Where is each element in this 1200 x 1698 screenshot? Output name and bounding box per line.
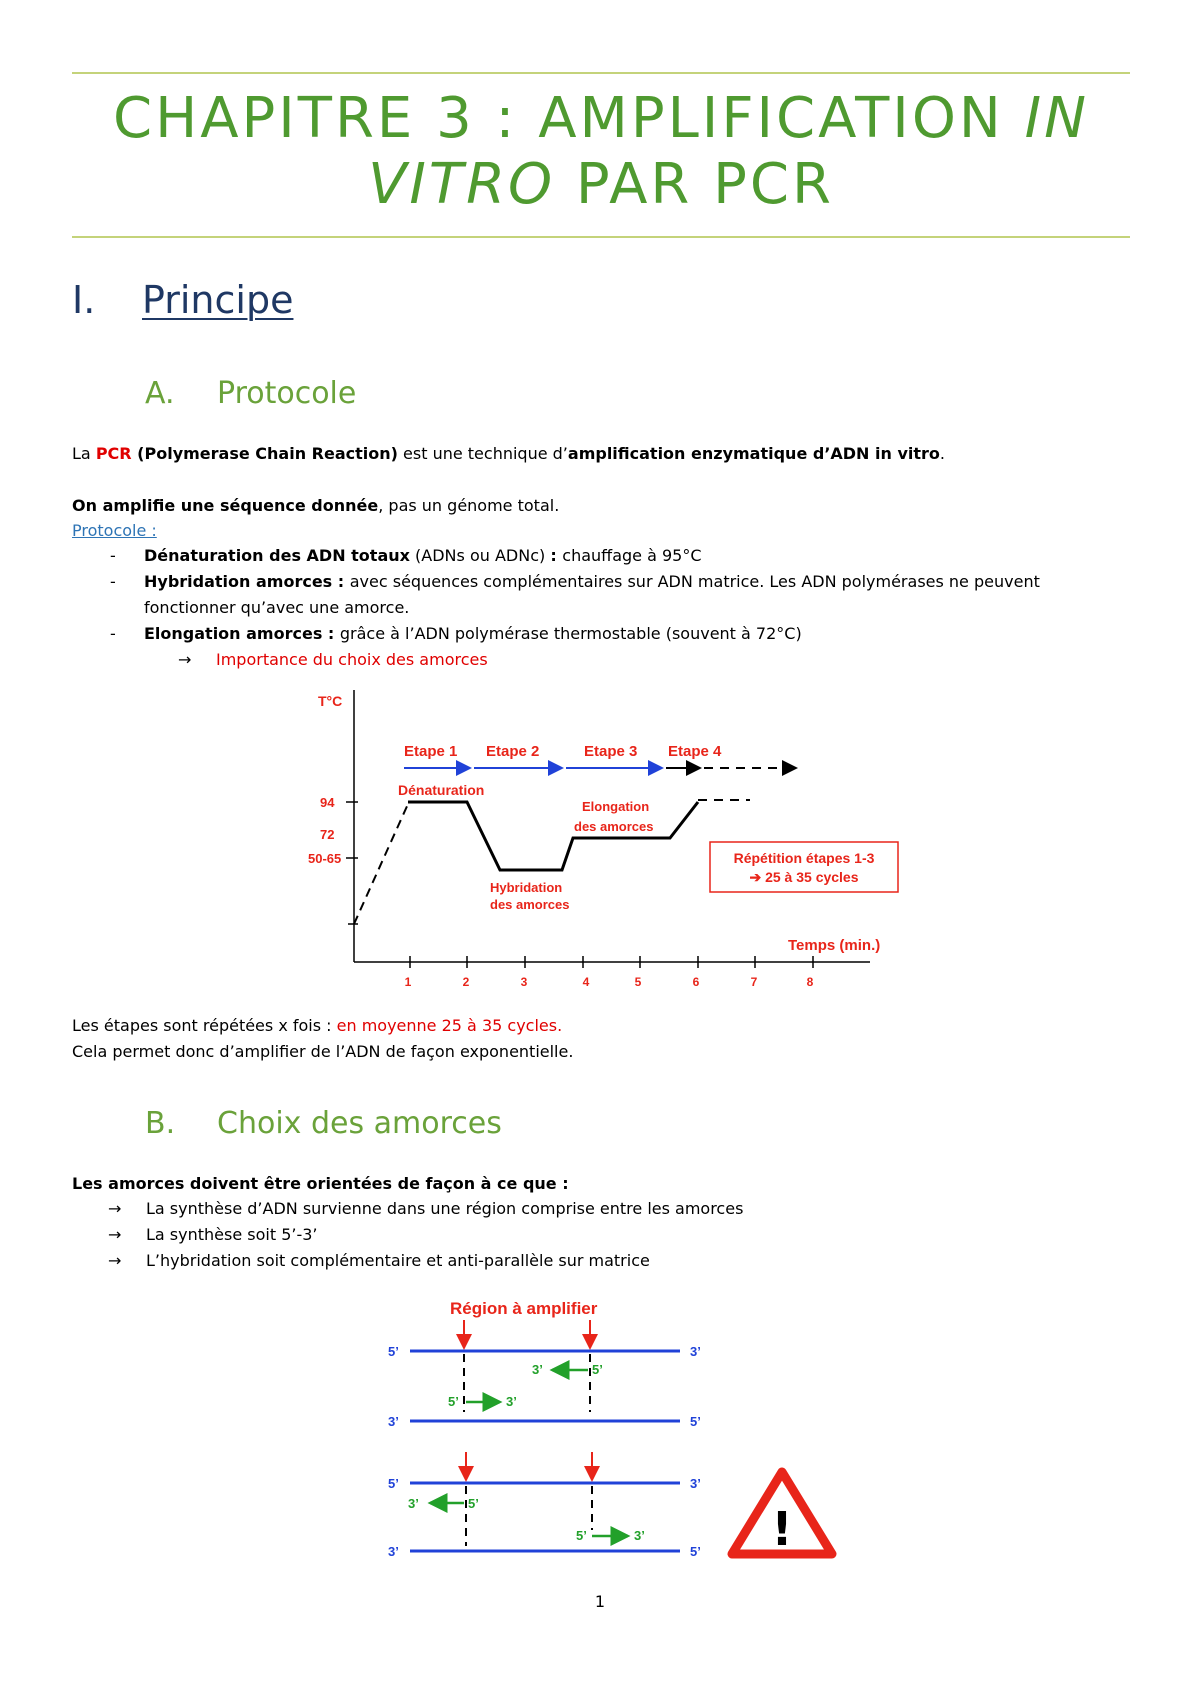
title-top-rule [72, 72, 1130, 74]
elongation-label-1: Elongation [582, 799, 650, 814]
primer-end-label: 3’ [532, 1362, 543, 1377]
region-title: Région à amplifier [450, 1299, 598, 1318]
primer-rule-3: → L’hybridation soit complémentaire et anti-parallèle sur matrice [108, 1251, 650, 1270]
primer-end-label: 3’ [634, 1528, 645, 1543]
y-tick-label-50-65: 50-65 [308, 851, 342, 866]
cycles-sentence: Les étapes sont répétées x fois : en moyenne 25 à 35 cycles. [72, 1016, 563, 1035]
repeat-line-2: ➔ 25 à 35 cycles [749, 869, 859, 885]
y-tick-label-94: 94 [320, 795, 335, 810]
svg-text:!: ! [771, 1502, 793, 1556]
title-bottom-rule [72, 236, 1130, 238]
primer-orientation-diagram [380, 1290, 860, 1580]
primer-rule-1: → La synthèse d’ADN survienne dans une région comprise entre les amorces [108, 1199, 744, 1218]
repeat-line-1: Répétition étapes 1-3 [733, 850, 875, 866]
chapter-title: CHAPITRE 3 : AMPLIFICATION IN VITRO PAR PCR [113, 86, 1089, 217]
strand-end-label: 5’ [690, 1544, 701, 1559]
pcr-definition: La PCR (Polymerase Chain Reaction) est une technique d’amplification enzymatique d’ADN in vitro. [72, 444, 945, 463]
exponential-sentence: Cela permet donc d’amplifier de l’ADN de façon exponentielle. [72, 1042, 574, 1061]
primer-end-label: 3’ [408, 1496, 419, 1511]
hybridation-label-1: Hybridation [490, 880, 563, 895]
temperature-profile [408, 802, 698, 870]
primer-end-label: 3’ [506, 1394, 517, 1409]
x-tick-label: 5 [634, 975, 642, 989]
x-tick-label: 8 [806, 975, 814, 989]
primers-intro: Les amorces doivent être orientées de façon à ce que : [72, 1174, 569, 1193]
warning-icon [732, 1472, 832, 1556]
primer-end-label: 5’ [448, 1394, 459, 1409]
importance-note: → Importance du choix des amorces [178, 650, 488, 669]
strand-end-label: 3’ [690, 1476, 701, 1491]
stage-label-1: Etape 1 [404, 743, 458, 760]
strand-end-label: 5’ [690, 1414, 701, 1429]
x-tick-label: 2 [462, 975, 470, 989]
x-tick-label: 1 [404, 975, 412, 989]
x-tick-label: 3 [520, 975, 528, 989]
stage-label-2: Etape 2 [486, 743, 540, 760]
x-tick-label: 7 [750, 975, 758, 989]
stage-label-4: Etape 4 [668, 743, 722, 760]
x-tick-label: 4 [582, 975, 590, 989]
strand-end-label: 5’ [388, 1476, 399, 1491]
primer-end-label: 5’ [468, 1496, 479, 1511]
pcr-cycle-chart [290, 680, 930, 989]
primer-rule-2: → La synthèse soit 5’-3’ [108, 1225, 318, 1244]
hybridation-label-2: des amorces [490, 897, 570, 912]
page-number: 1 [594, 1592, 606, 1611]
strand-end-label: 3’ [388, 1544, 399, 1559]
x-tick-label: 6 [692, 975, 700, 989]
stage-label-3: Etape 3 [584, 743, 638, 760]
subsection-heading-protocole: A. Protocole [145, 376, 357, 411]
x-axis-label: Temps (min.) [788, 937, 881, 954]
primer-end-label: 5’ [592, 1362, 603, 1377]
subsection-heading-choix-amorces: B. Choix des amorces [145, 1106, 502, 1141]
sequence-sentence: On amplifie une séquence donnée, pas un génome total. [72, 496, 560, 515]
protocol-heading: Protocole : [72, 521, 157, 540]
y-axis-label: T°C [318, 693, 343, 709]
x-tick-labels [405, 975, 814, 989]
ramp-up-dashed [354, 804, 408, 924]
primer-end-label: 5’ [576, 1528, 587, 1543]
strand-end-label: 3’ [388, 1414, 399, 1429]
y-tick-label-72: 72 [320, 827, 335, 842]
strand-end-label: 5’ [388, 1344, 399, 1359]
elongation-label-2: des amorces [574, 819, 654, 834]
section-heading-principe: I. Principe [72, 278, 294, 322]
denaturation-label: Dénaturation [398, 782, 485, 798]
strand-end-label: 3’ [690, 1344, 701, 1359]
